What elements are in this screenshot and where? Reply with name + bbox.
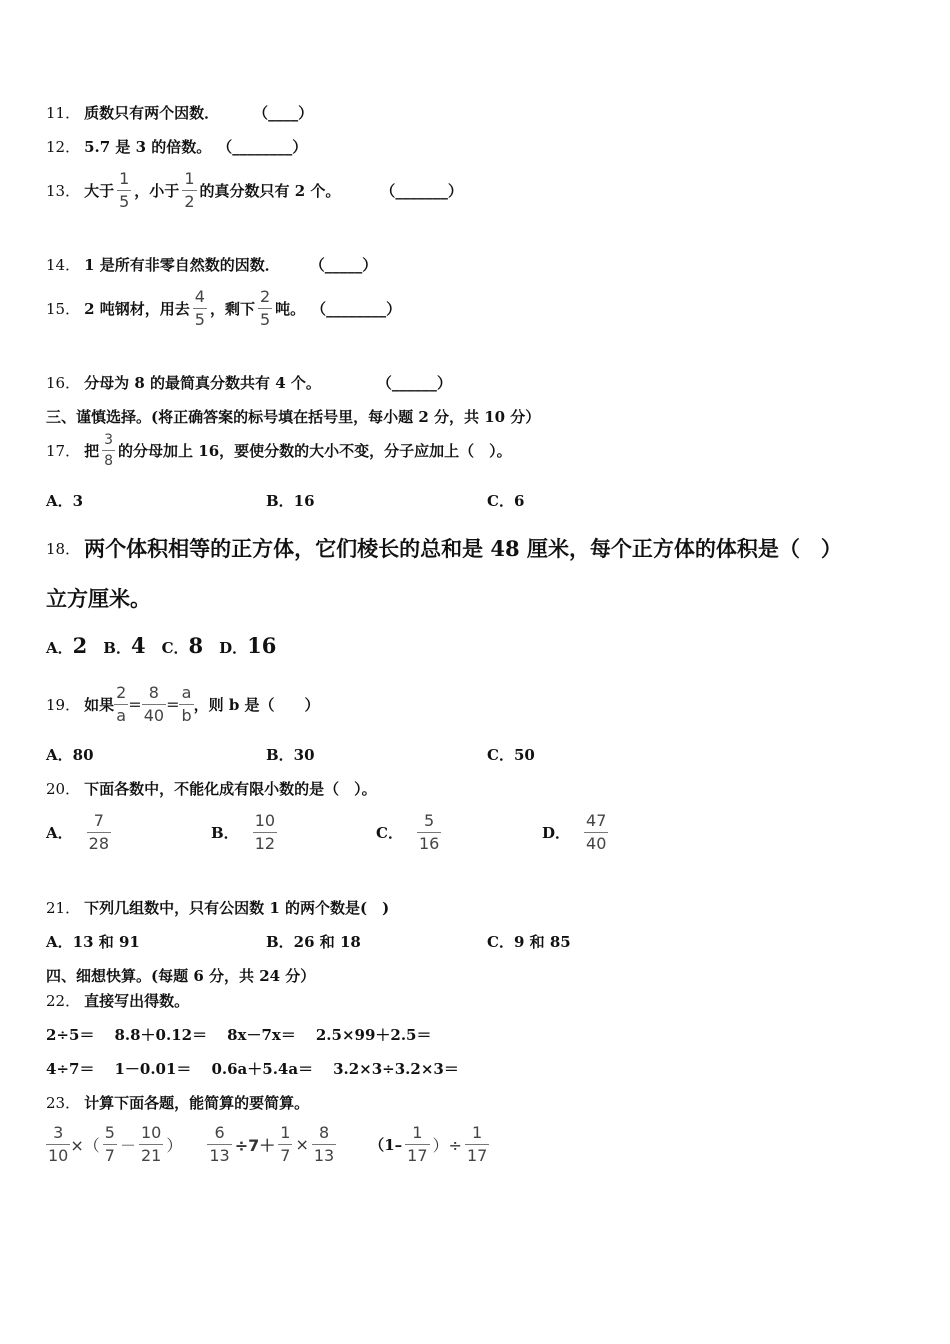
q20-option-d[interactable]: D． $\frac{47}{40}$ [542,811,607,854]
question-17 [46,432,512,469]
calc-item: 4÷7＝ [46,1060,95,1078]
fraction-one-half: $\frac{1}{2}$ [184,169,195,212]
fraction-2-over-a: $\frac{2}{a}$ [116,683,127,726]
question-number: 23． [46,1094,81,1112]
q18-option-b[interactable]: B．4 [103,633,146,658]
answer-blank[interactable]: （______） [376,374,452,392]
q18-option-d[interactable]: D．16 [219,633,277,658]
question-text: 1 是所有非零自然数的因数． [84,256,280,274]
question-text-pre: 2 吨钢材，用去 [84,300,190,319]
answer-blank[interactable]: （_____） [309,256,378,274]
q18-option-c[interactable]: C．8 [161,633,204,658]
question-11 [46,102,313,123]
answer-blank[interactable]: （_______） [380,182,463,201]
question-text: 下列几组数中，只有公因数 1 的两个数是( ) [84,899,390,917]
q19-option-c[interactable]: C．50 [487,746,535,764]
question-number: 14． [46,256,81,274]
q19-option-b[interactable]: B．30 [266,746,315,764]
question-text: 下面各数中，不能化成有限小数的是（ ）。 [84,780,377,798]
question-21 [46,897,389,918]
q20-option-a[interactable]: A． $\frac{7}{28}$ [46,811,109,854]
question-13 [46,170,463,212]
q22-row-1 [46,1024,452,1045]
fraction-two-fifths: $\frac{2}{5}$ [259,287,271,330]
calc-item: 1－0.01＝ [114,1060,192,1078]
section-3-heading: 三、谨慎选择。(将正确答案的标号填在括号里，每小题 2 分，共 10 分） [46,408,541,426]
section-4-heading: 四、细想快算。(每题 6 分，共 24 分） [46,967,316,985]
calc-item: 0.6a＋5.4a＝ [211,1060,314,1078]
answer-blank[interactable]: （________） [311,300,402,319]
question-text-post: 的分母加上 16，要使分数的大小不变，分子应加上（ ）。 [118,442,512,461]
answer-blank[interactable]: （________） [217,138,308,156]
question-text-post: 吨。 [275,300,306,319]
q23-expression-1: $\frac{3}{10}$ ×（ $\frac{5}{7}$ － $\frac{10}{21}$ ） [48,1123,183,1166]
question-text: 质数只有两个因数． [84,104,220,122]
question-22 [46,990,189,1011]
q23-expressions [46,1124,492,1166]
q21-option-c[interactable]: C．9 和 85 [487,933,571,951]
question-text: 分母为 8 的最简真分数共有 4 个。 [84,374,321,392]
question-number: 20． [46,780,81,798]
fraction-one-fifth: $\frac{1}{5}$ [119,169,130,212]
q17-option-b[interactable]: B．16 [266,492,315,510]
q18-option-a[interactable]: A．2 [46,633,88,658]
question-23 [46,1092,309,1113]
question-number: 13． [46,182,81,201]
question-19 [46,684,320,726]
q17-option-a[interactable]: A．3 [46,492,84,510]
question-18 [46,533,842,563]
question-15 [46,288,401,330]
question-14 [46,254,377,275]
question-text-pre: 大于 [84,182,115,201]
question-text: 计算下面各题，能简算的要简算。 [84,1094,310,1112]
question-number: 15． [46,300,81,319]
question-number: 12． [46,138,81,156]
q23-expression-2: $\frac{6}{13}$ ÷7＋ $\frac{1}{7}$ × $\frac{8}{13}$ [209,1123,335,1166]
q21-option-a[interactable]: A．13 和 91 [46,933,140,951]
q23-expression-3: （1– $\frac{1}{17}$ ）÷ $\frac{1}{17}$ [369,1123,488,1166]
equals-sign: = [166,695,180,715]
question-20 [46,778,377,799]
equals-sign: = [128,695,142,715]
question-16 [46,372,452,393]
answer-blank[interactable]: （____） [253,104,314,122]
q17-option-c[interactable]: C．6 [487,492,525,510]
question-text: 两个体积相等的正方体，它们棱长的总和是 48 厘米，每个正方体的体积是（ ） [84,536,842,561]
question-text-pre: 把 [84,442,100,461]
calc-item: 2÷5＝ [46,1026,95,1044]
question-number: 16． [46,374,81,392]
q21-option-b[interactable]: B．26 和 18 [266,933,361,951]
question-number: 19． [46,696,81,715]
question-number: 22． [46,992,81,1010]
fraction-three-eighths: $\frac{3}{8}$ [104,432,114,470]
question-text-post: 的真分数只有 2 个。 [199,182,341,201]
fraction-four-fifths: $\frac{4}{5}$ [194,287,205,330]
q20-option-c[interactable]: C． $\frac{5}{16}$ [376,811,440,854]
question-text-mid: ，剩下 [209,300,255,319]
q22-row-2 [46,1058,479,1079]
question-text-post: ，则 b 是（ ） [193,696,320,715]
q19-option-a[interactable]: A．80 [46,746,94,764]
calc-item: 2.5×99＋2.5＝ [315,1026,432,1044]
question-18-line2: 立方厘米。 [46,586,151,611]
fraction-a-over-b: $\frac{a}{b}$ [181,683,192,726]
question-text: 5.7 是 3 的倍数。 [84,138,212,156]
calc-item: 8x－7x＝ [227,1026,296,1044]
question-number: 17． [46,442,81,461]
fraction-8-over-40: $\frac{8}{40}$ [143,683,165,726]
question-text-mid: ，小于 [134,182,180,201]
q20-option-b[interactable]: B． $\frac{10}{12}$ [211,811,276,854]
question-text: 直接写出得数。 [84,992,190,1010]
q18-options [46,633,276,658]
question-12 [46,136,307,157]
question-text-pre: 如果 [84,696,115,715]
question-number: 21． [46,899,81,917]
calc-item: 3.2×3÷3.2×3＝ [333,1060,459,1078]
question-number: 18． [46,539,81,558]
calc-item: 8.8＋0.12＝ [114,1026,208,1044]
question-number: 11． [46,104,81,122]
